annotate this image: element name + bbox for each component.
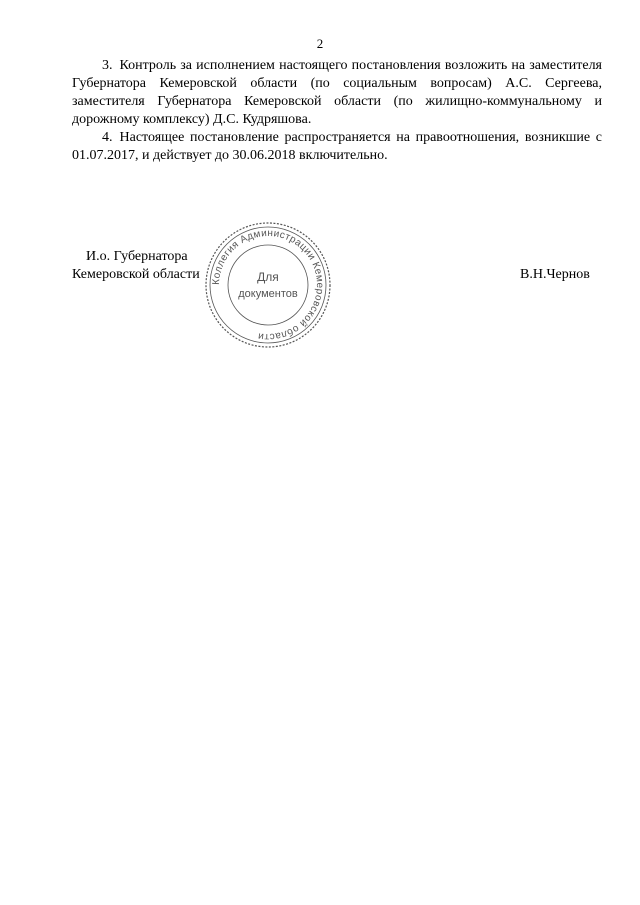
seal-ring-text: Коллегия Администрации Кемеровской области [210, 227, 326, 343]
official-seal-graphic [204, 221, 332, 349]
seal-inner-ring [210, 227, 326, 343]
paragraph-effect: 4. Настоящее постановление распространяется на правоотношения, возникшие с 01.07.2017, и действует до 30.06.2018 включительно. [72, 130, 602, 163]
signatory-position-line2: Кемеровской области [72, 267, 200, 282]
seal-outer-ring [206, 223, 330, 347]
signatory-name: В.Н.Чернов [520, 267, 590, 282]
seal-center-ring [228, 245, 308, 325]
page-number: 2 [316, 36, 324, 51]
official-seal [204, 221, 332, 349]
seal-center-line2: документов [238, 288, 298, 300]
seal-center-line1: Для [257, 270, 279, 284]
signatory-position [72, 248, 200, 284]
signatory-position-line1: И.о. Губернатора [86, 249, 188, 264]
paragraph-control: 3. Контроль за исполнением настоящего постановления возложить на заместителя Губернатора Кемеровской области (по социальным вопросам) А.С. Сергеева, заместителя Губернатора Кемеровской области (по жилищно-коммунальному и дорожному комплексу) Д.С. Кудряшова. [72, 58, 602, 127]
document-body [72, 57, 602, 165]
